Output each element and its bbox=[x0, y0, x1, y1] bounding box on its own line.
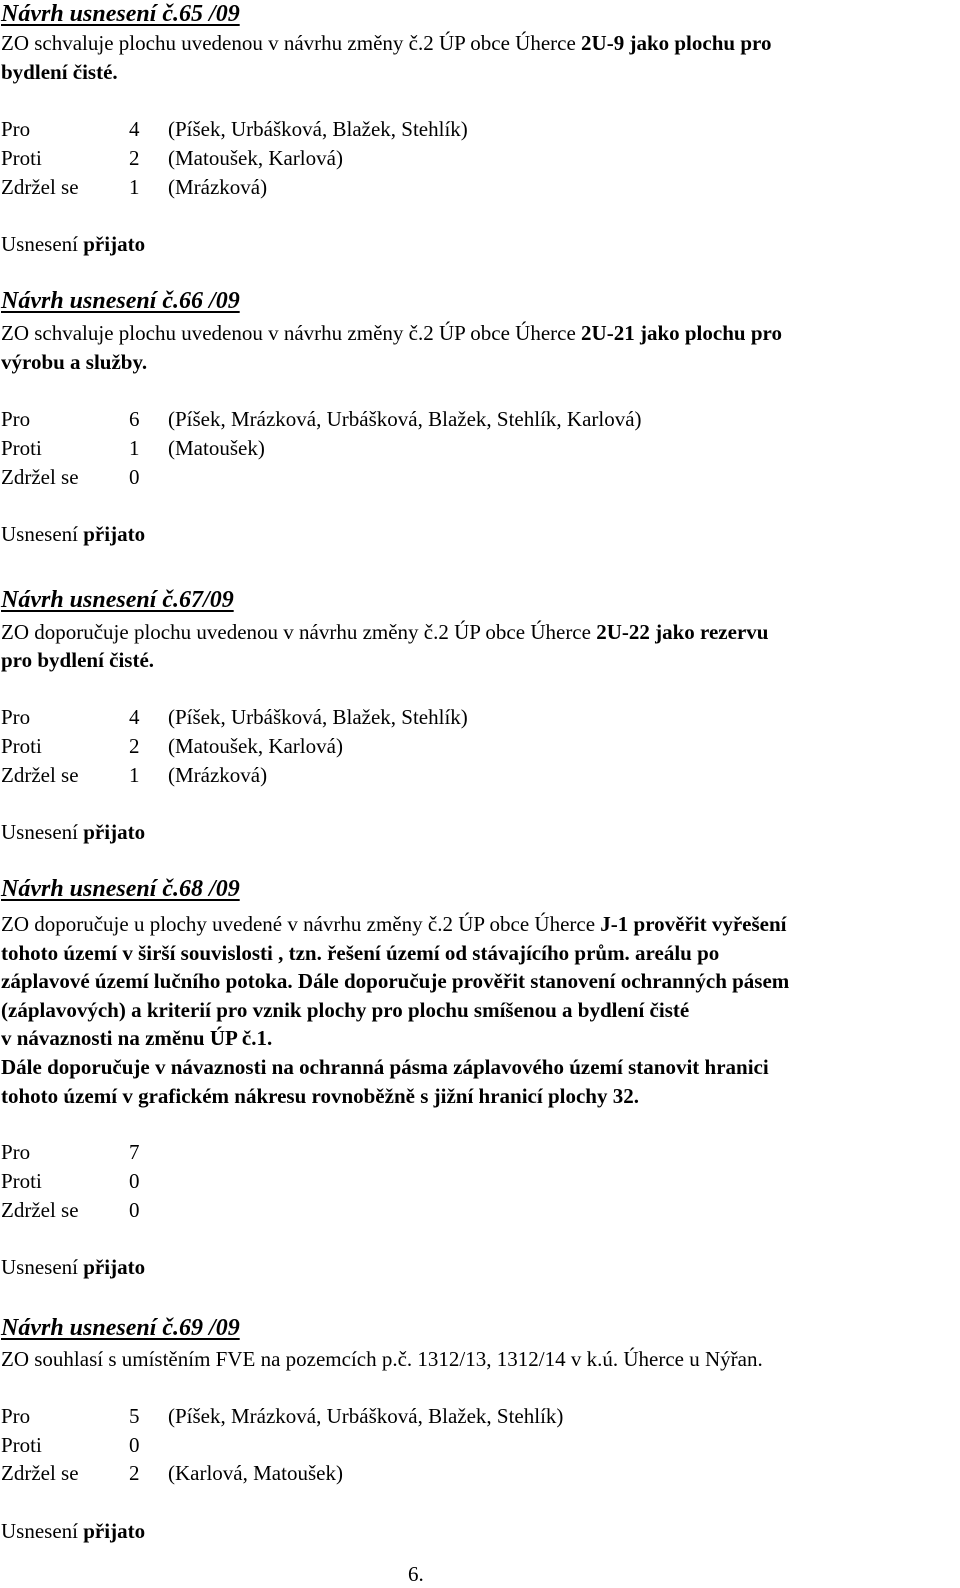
vote-count: 0 bbox=[129, 1169, 140, 1193]
vote-row bbox=[1, 1169, 168, 1193]
resolution-result bbox=[1, 820, 145, 844]
text-normal: ZO doporučuje u plochy uvedené v návrhu změny č.2 ÚP obce Úherce bbox=[1, 912, 601, 936]
resolution-result bbox=[1, 232, 145, 256]
vote-names: (Píšek, Urbášková, Blažek, Stehlík) bbox=[168, 705, 468, 729]
vote-names: (Píšek, Urbášková, Blažek, Stehlík) bbox=[168, 117, 468, 141]
result-status: přijato bbox=[83, 1519, 146, 1543]
result-label: Usnesení bbox=[1, 232, 84, 256]
vote-label: Pro bbox=[1, 705, 31, 729]
vote-row bbox=[1, 1404, 563, 1428]
vote-label: Zdržel se bbox=[1, 1198, 79, 1222]
vote-label: Zdržel se bbox=[1, 175, 79, 199]
resolution-text: bydlení čisté. bbox=[1, 60, 118, 84]
vote-row bbox=[1, 465, 168, 489]
vote-row bbox=[1, 407, 642, 431]
vote-label: Proti bbox=[1, 436, 42, 460]
vote-count: 0 bbox=[129, 1433, 140, 1457]
vote-label: Pro bbox=[1, 407, 31, 431]
resolution-heading: Návrh usnesení č.67/09 bbox=[1, 587, 234, 613]
resolution-text bbox=[1, 620, 768, 644]
result-status: přijato bbox=[83, 820, 146, 844]
resolution-heading: Návrh usnesení č.66 /09 bbox=[1, 288, 240, 314]
vote-names: (Karlová, Matoušek) bbox=[168, 1461, 343, 1485]
resolution-text bbox=[1, 912, 787, 936]
vote-row bbox=[1, 146, 343, 170]
text-bold: J-1 prověřit vyřešení bbox=[600, 912, 787, 936]
vote-label: Pro bbox=[1, 1404, 31, 1428]
resolution-text: v návaznosti na změnu ÚP č.1. bbox=[1, 1026, 273, 1050]
vote-label: Proti bbox=[1, 734, 42, 758]
result-label: Usnesení bbox=[1, 820, 84, 844]
resolution-text bbox=[1, 31, 771, 55]
result-status: přijato bbox=[83, 522, 146, 546]
vote-row bbox=[1, 705, 468, 729]
result-label: Usnesení bbox=[1, 1255, 84, 1279]
vote-names: (Mrázková) bbox=[168, 763, 268, 787]
resolution-text: (záplavových) a kriterií pro vznik plochy pro plochu smíšenou a bydlení čisté bbox=[1, 998, 690, 1022]
text-bold: 2U-9 jako plochu pro bbox=[581, 31, 772, 55]
resolution-text: tohoto území v grafickém nákresu rovnoběžně s jižní hranicí plochy 32. bbox=[1, 1084, 639, 1108]
vote-row bbox=[1, 117, 468, 141]
vote-names: (Matoušek, Karlová) bbox=[168, 146, 343, 170]
vote-row bbox=[1, 1198, 168, 1222]
vote-count: 1 bbox=[129, 763, 140, 787]
resolution-text: tohoto území v širší souvislosti , tzn. řešení území od stávajícího prům. areálu po bbox=[1, 941, 720, 965]
vote-names: (Matoušek) bbox=[168, 436, 265, 460]
vote-row bbox=[1, 1433, 168, 1457]
vote-count: 0 bbox=[129, 1198, 140, 1222]
vote-row bbox=[1, 734, 343, 758]
vote-label: Pro bbox=[1, 117, 31, 141]
resolution-text: pro bydlení čisté. bbox=[1, 648, 155, 672]
vote-names: (Matoušek, Karlová) bbox=[168, 734, 343, 758]
vote-label: Proti bbox=[1, 1169, 42, 1193]
resolution-text: Dále doporučuje v návaznosti na ochranná pásma záplavového území stanovit hranici bbox=[1, 1055, 769, 1079]
vote-label: Proti bbox=[1, 146, 42, 170]
vote-count: 4 bbox=[129, 117, 140, 141]
text-normal: ZO schvaluje plochu uvedenou v návrhu změny č.2 ÚP obce Úherce bbox=[1, 31, 582, 55]
resolution-result bbox=[1, 522, 145, 546]
vote-row bbox=[1, 436, 265, 460]
vote-count: 2 bbox=[129, 734, 140, 758]
vote-label: Zdržel se bbox=[1, 465, 79, 489]
vote-row bbox=[1, 1461, 343, 1485]
result-label: Usnesení bbox=[1, 1519, 84, 1543]
text-normal: ZO doporučuje plochu uvedenou v návrhu změny č.2 ÚP obce Úherce bbox=[1, 620, 597, 644]
resolution-heading: Návrh usnesení č.65 /09 bbox=[1, 1, 240, 27]
vote-names: (Píšek, Mrázková, Urbášková, Blažek, Stehlík, Karlová) bbox=[168, 407, 642, 431]
result-status: přijato bbox=[83, 1255, 146, 1279]
resolution-text: ZO souhlasí s umístěním FVE na pozemcích p.č. 1312/13, 1312/14 v k.ú. Úherce u Nýřan. bbox=[1, 1347, 763, 1371]
resolution-text bbox=[1, 321, 782, 345]
page-number: 6. bbox=[408, 1562, 424, 1586]
text-bold: 2U-22 jako rezervu bbox=[596, 620, 769, 644]
vote-label: Pro bbox=[1, 1140, 31, 1164]
vote-count: 1 bbox=[129, 436, 140, 460]
vote-count: 2 bbox=[129, 146, 140, 170]
resolution-result bbox=[1, 1519, 145, 1543]
vote-label: Zdržel se bbox=[1, 1461, 79, 1485]
vote-names: (Píšek, Mrázková, Urbášková, Blažek, Stehlík) bbox=[168, 1404, 564, 1428]
vote-label: Zdržel se bbox=[1, 763, 79, 787]
vote-count: 5 bbox=[129, 1404, 140, 1428]
vote-count: 0 bbox=[129, 465, 140, 489]
vote-row bbox=[1, 1140, 168, 1164]
text-bold: 2U-21 jako plochu pro bbox=[581, 321, 782, 345]
vote-count: 6 bbox=[129, 407, 140, 431]
resolution-result bbox=[1, 1255, 145, 1279]
resolution-heading: Návrh usnesení č.68 /09 bbox=[1, 876, 240, 902]
vote-names: (Mrázková) bbox=[168, 175, 268, 199]
vote-count: 2 bbox=[129, 1461, 140, 1485]
text-normal: ZO schvaluje plochu uvedenou v návrhu změny č.2 ÚP obce Úherce bbox=[1, 321, 582, 345]
resolution-text: výrobu a služby. bbox=[1, 350, 148, 374]
vote-count: 4 bbox=[129, 705, 140, 729]
resolution-text: záplavové území lučního potoka. Dále doporučuje prověřit stanovení ochranných pásem bbox=[1, 969, 790, 993]
vote-count: 7 bbox=[129, 1140, 140, 1164]
vote-label: Proti bbox=[1, 1433, 42, 1457]
result-label: Usnesení bbox=[1, 522, 84, 546]
result-status: přijato bbox=[83, 232, 146, 256]
vote-count: 1 bbox=[129, 175, 140, 199]
vote-row bbox=[1, 763, 267, 787]
vote-row bbox=[1, 175, 267, 199]
resolution-heading: Návrh usnesení č.69 /09 bbox=[1, 1315, 240, 1341]
